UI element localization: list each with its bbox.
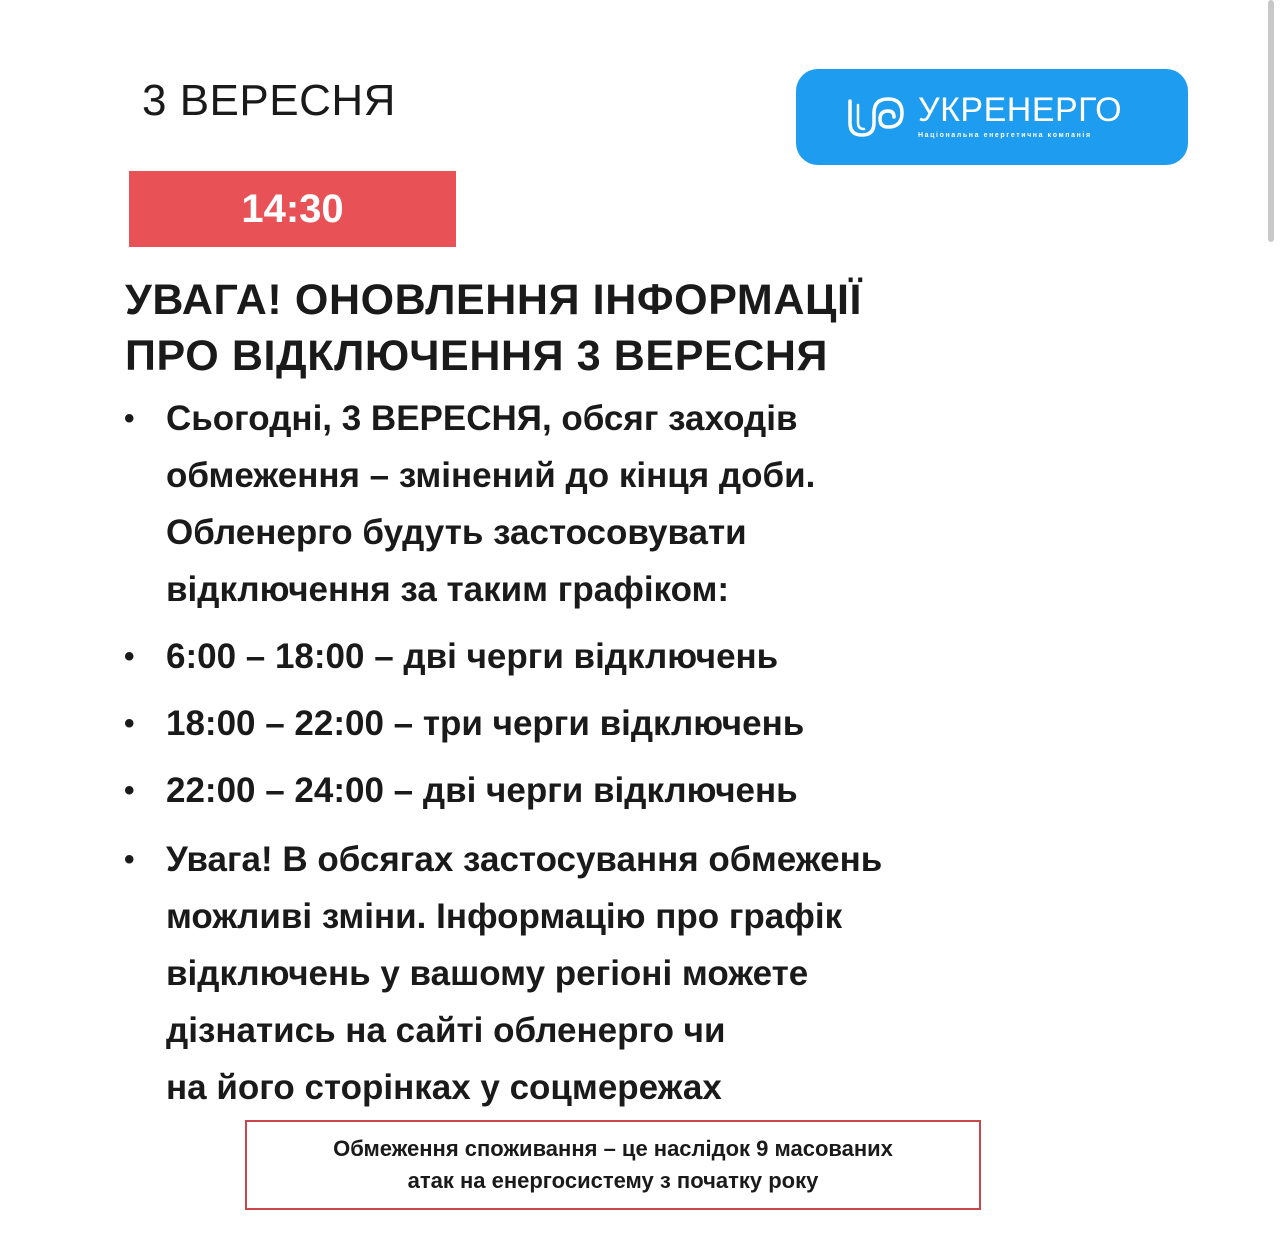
bullet-text-line: 18:00 – 22:00 – три черги відключень <box>166 704 805 743</box>
logo-subtitle: Національна енергетична компанія <box>918 132 1092 139</box>
footnote-line-2: атак на енергосистему з початку року <box>407 1168 819 1193</box>
date-label: 3 ВЕРЕСНЯ <box>142 76 396 125</box>
list-item <box>124 831 1124 1116</box>
bullet-list <box>124 390 1124 1116</box>
headline-line-1: УВАГА! ОНОВЛЕННЯ ІНФОРМАЦІЇ <box>125 276 862 324</box>
bullet-text-line: Увага! В обсягах застосування обмежень <box>166 840 883 879</box>
bullet-text-line: можливі зміни. Інформацію про графік <box>166 897 843 936</box>
headline <box>125 272 862 384</box>
bullet-dot-icon: • <box>124 707 135 740</box>
list-item <box>124 695 1124 752</box>
bullet-text-line: Обленерго будуть застосовувати <box>166 513 747 552</box>
ukrenergo-logo <box>796 69 1188 165</box>
bullet-text-line: 22:00 – 24:00 – дві черги відключень <box>166 771 798 810</box>
bullet-text-line: 6:00 – 18:00 – дві черги відключень <box>166 637 779 676</box>
bullet-text-line: відключення за таким графіком: <box>166 570 730 609</box>
ukrenergo-logo-icon <box>844 93 908 141</box>
bullet-text-line: Сьогодні, 3 ВЕРЕСНЯ, обсяг заходів <box>166 399 798 438</box>
scrollbar[interactable] <box>1268 0 1274 242</box>
footnote-line-1: Обмеження споживання – це наслідок 9 масованих <box>333 1136 893 1161</box>
headline-line-2: ПРО ВІДКЛЮЧЕННЯ 3 ВЕРЕСНЯ <box>125 332 829 380</box>
footnote-box <box>245 1120 981 1210</box>
logo-name: УКРЕНЕРГО <box>918 91 1123 129</box>
bullet-dot-icon: • <box>124 774 135 807</box>
bullet-text-line: дізнатись на сайті обленерго чи <box>166 1011 726 1050</box>
list-item <box>124 628 1124 685</box>
bullet-dot-icon: • <box>124 843 135 876</box>
list-item <box>124 762 1124 819</box>
bullet-dot-icon: • <box>124 402 135 435</box>
list-item <box>124 390 1124 618</box>
bullet-dot-icon: • <box>124 640 135 673</box>
bullet-text-line: обмеження – змінений до кінця доби. <box>166 456 816 495</box>
bullet-text-line: відключень у вашому регіоні можете <box>166 954 809 993</box>
bullet-text-line: на його сторінках у соцмережах <box>166 1068 722 1107</box>
time-badge: 14:30 <box>129 171 456 247</box>
